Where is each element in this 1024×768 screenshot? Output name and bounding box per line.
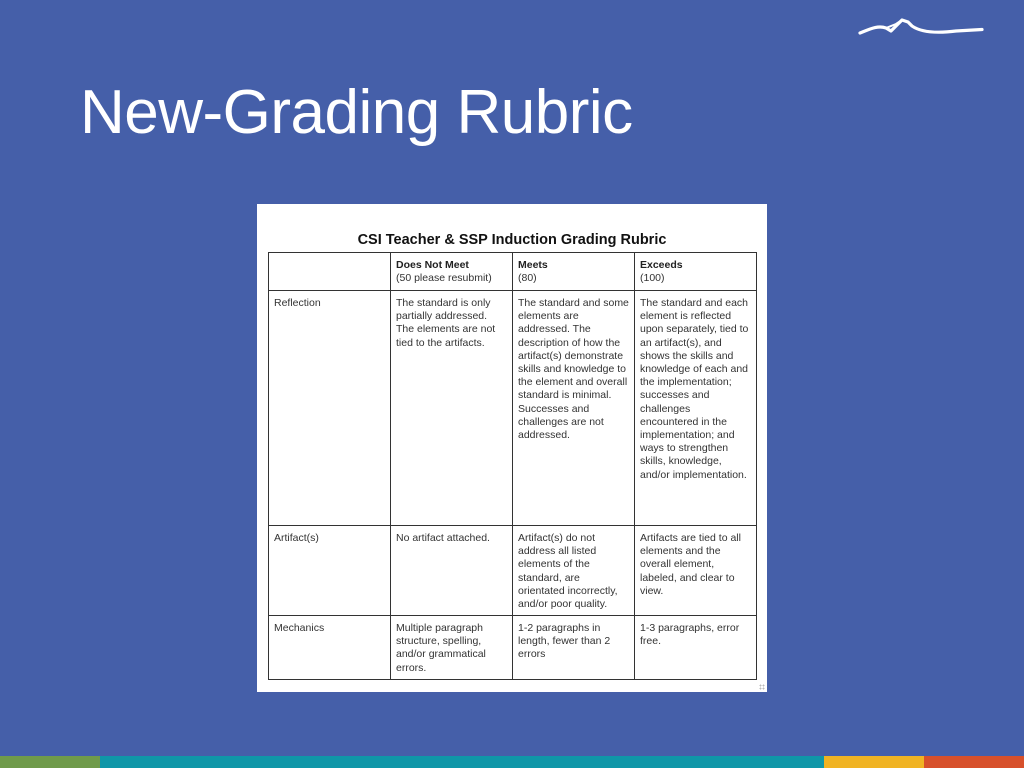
rubric-header-cell [391, 253, 513, 291]
rubric-cell: Multiple paragraph structure, spelling, and/or grammatical errors. [391, 616, 513, 680]
rubric-image [257, 204, 767, 692]
rubric-header-cell [513, 253, 635, 291]
rubric-corner-cell [269, 253, 391, 291]
slide-title: New-Grading Rubric [80, 78, 633, 147]
footer-segment-green [0, 756, 100, 768]
row-label: Artifact(s) [269, 526, 391, 616]
rubric-cell: The standard is only partially addressed. The elements are not tied to the artifacts. [391, 291, 513, 526]
rubric-cell: 1-2 paragraphs in length, fewer than 2 errors [513, 616, 635, 680]
footer-segment-orange [924, 756, 1024, 768]
rubric-cell: The standard and some elements are addressed. The description of how the artifact(s) demonstrate skills and knowledge to the element and overall standard is minimal. Successes and challenges are not addressed. [513, 291, 635, 526]
column-name: Does Not Meet [396, 259, 469, 271]
table-row [269, 526, 757, 616]
rubric-cell: Artifacts are tied to all elements and the overall element, labeled, and clear to view. [635, 526, 757, 616]
mountain-logo-icon [856, 14, 984, 40]
rubric-title: CSI Teacher & SSP Induction Grading Rubric [357, 232, 667, 248]
rubric-header-cell [635, 253, 757, 291]
rubric-header-row [269, 253, 757, 291]
rubric-cell: No artifact attached. [391, 526, 513, 616]
rubric-cell: The standard and each element is reflected upon separately, tied to an artifact(s), and shows the skills and knowledge of each and the implementation; successes and challenges encountered in the implementation; and ways to strengthen skills, knowledge, and/or implementation. [635, 291, 757, 526]
rubric-cell: 1-3 paragraphs, error free. [635, 616, 757, 680]
column-score: (50 please resubmit) [396, 272, 492, 285]
table-row [269, 616, 757, 680]
footer-segment-yellow [824, 756, 924, 768]
resize-grip-icon [759, 684, 765, 690]
column-score: (100) [640, 272, 665, 285]
rubric-cell: Artifact(s) do not address all listed elements of the standard, are orientated incorrectly, and/or poor quality. [513, 526, 635, 616]
table-row [269, 291, 757, 526]
row-label: Reflection [269, 291, 391, 526]
column-name: Exceeds [640, 259, 683, 271]
footer-segment-teal [100, 756, 824, 768]
row-label: Mechanics [269, 616, 391, 680]
rubric-table [268, 252, 757, 680]
footer-color-bar [0, 756, 1024, 768]
column-score: (80) [518, 272, 537, 285]
column-name: Meets [518, 259, 548, 271]
